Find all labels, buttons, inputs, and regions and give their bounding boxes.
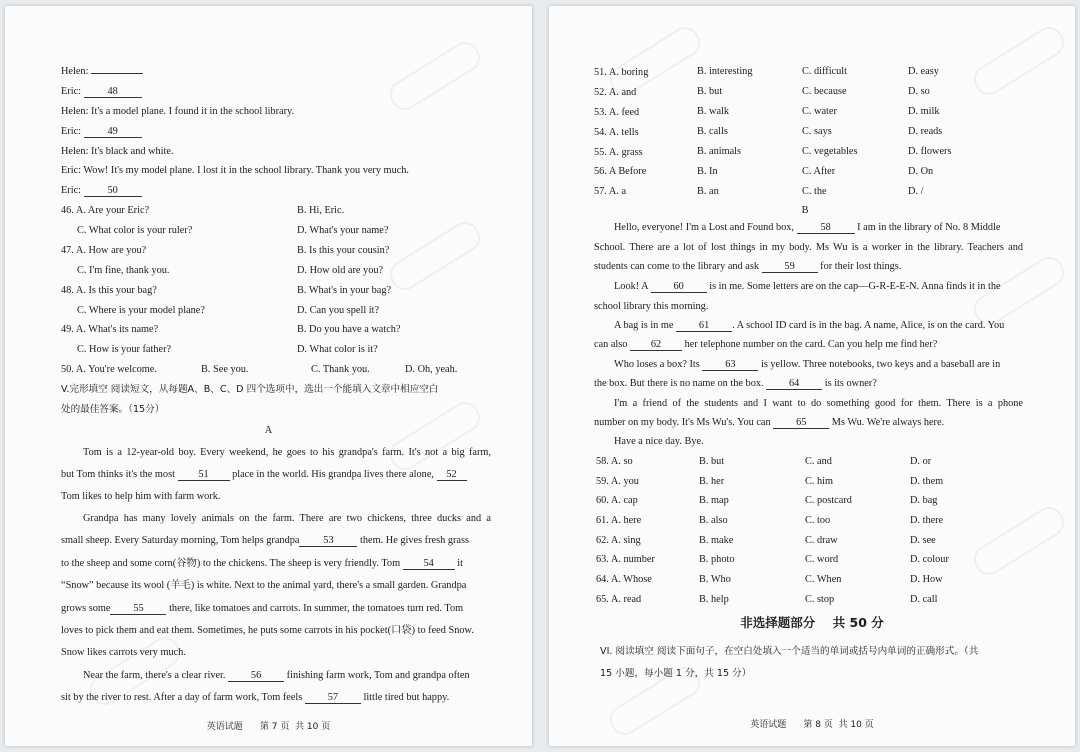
option-62-b[interactable]: B. make xyxy=(699,535,734,546)
watermark xyxy=(385,37,486,115)
question-50-b[interactable]: B. See you. xyxy=(201,364,249,375)
page-footer: 英语试题 第 7 页 共 10 页 xyxy=(206,722,331,732)
question-47-a[interactable]: 47. A. How are you? xyxy=(61,245,147,256)
question-47-b[interactable]: B. Is this your cousin? xyxy=(297,245,390,256)
dialogue-line: Helen: It's black and white. xyxy=(61,146,174,157)
option-63-b[interactable]: B. photo xyxy=(699,554,735,565)
option-58-d[interactable]: D. or xyxy=(910,456,932,467)
option-54-c[interactable]: C. says xyxy=(802,126,832,137)
passage-line: number on my body. It's Ms Wu's. You can 65 Ms Wu. We're always here. xyxy=(594,417,945,428)
passage-line: Who loses a box? Its 63 is yellow. Three notebooks, two keys and a baseball are in xyxy=(614,359,1001,370)
option-63-c[interactable]: C. word xyxy=(805,554,839,565)
question-49-b[interactable]: B. Do you have a watch? xyxy=(297,324,401,335)
option-58-b[interactable]: B. but xyxy=(699,456,725,467)
passage-line: Snow likes carrots very much. xyxy=(61,647,186,658)
dialogue-line: Eric: 48 xyxy=(61,85,142,99)
answer-blank-54[interactable]: 54 xyxy=(403,558,455,570)
option-54-d[interactable]: D. reads xyxy=(908,126,943,137)
answer-blank-50[interactable]: 50 xyxy=(84,185,142,197)
passage-line: Look! A 60 is in me. Some letters are on the cap—G-R-E-E-N. Anna finds it in the xyxy=(614,281,1001,292)
exam-page-8 xyxy=(549,6,1075,746)
page-footer: 英语试题 第 8 页 共 10 页 xyxy=(750,720,874,730)
passage-line: Have a nice day. Bye. xyxy=(614,436,704,447)
option-52-a[interactable]: 52. A. and xyxy=(594,87,637,98)
answer-blank-57[interactable]: 57 xyxy=(305,692,361,704)
watermark xyxy=(969,502,1070,580)
question-48-a[interactable]: 48. A. Is this your bag? xyxy=(61,285,157,296)
option-61-a[interactable]: 61. A. here xyxy=(596,515,642,526)
passage-line: Tom likes to help him with farm work. xyxy=(61,491,221,502)
answer-blank-58[interactable]: 58 xyxy=(797,222,855,234)
passage-line: “Snow” because its wool (羊毛) is white. Next to the animal yard, there's a small garden. Grandpa xyxy=(61,580,467,591)
question-46-b[interactable]: B. Hi, Eric. xyxy=(297,205,345,216)
option-51-a[interactable]: 51. A. boring xyxy=(594,67,649,78)
passage-line: Grandpa has many lovely animals on the farm. There are two chickens, three ducks and a xyxy=(83,513,491,524)
answer-blank-64[interactable]: 64 xyxy=(766,378,822,390)
option-57-d[interactable]: D. / xyxy=(908,186,924,197)
section-6-instructions: VI. 阅读填空 阅读下面句子，在空白处填入一个适当的单词或括号内单词的正确形式。（共 xyxy=(600,646,979,657)
option-57-c[interactable]: C. the xyxy=(802,186,827,197)
watermark xyxy=(969,22,1070,100)
answer-blank-55[interactable]: 55 xyxy=(110,603,166,615)
option-55-c[interactable]: C. vegetables xyxy=(802,146,858,157)
option-51-b[interactable]: B. interesting xyxy=(697,66,753,77)
option-60-b[interactable]: B. map xyxy=(699,495,729,506)
question-50-d[interactable]: D. Oh, yeah. xyxy=(405,364,458,375)
option-65-d[interactable]: D. call xyxy=(910,594,938,605)
option-52-b[interactable]: B. but xyxy=(697,86,723,97)
dialogue-line: Eric: 50 xyxy=(61,184,142,198)
passage-line: Tom is a 12-year-old boy. Every weekend, he goes to his grandpa's farm. It's not a big farm, xyxy=(83,447,491,458)
section-5-instructions: V.完形填空 阅读短文，从每题A、B、C、D 四个选项中，选出一个能填入文章中相应空白 xyxy=(61,384,439,395)
passage-line: students can come to the library and ask 59 for their lost things. xyxy=(594,261,902,272)
option-65-b[interactable]: B. help xyxy=(699,594,729,605)
option-53-d[interactable]: D. milk xyxy=(908,106,940,117)
question-47-d[interactable]: D. How old are you? xyxy=(297,265,384,276)
option-64-d[interactable]: D. How xyxy=(910,574,943,585)
option-64-c[interactable]: C. When xyxy=(805,574,842,585)
option-57-a[interactable]: 57. A. a xyxy=(594,186,627,197)
question-50-a[interactable]: 50. A. You're welcome. xyxy=(61,364,157,375)
passage-a-heading: A xyxy=(264,425,273,436)
answer-blank-48[interactable]: 48 xyxy=(84,86,142,98)
answer-blank-52[interactable]: 52 xyxy=(437,469,467,481)
option-53-c[interactable]: C. water xyxy=(802,106,837,117)
option-56-b[interactable]: B. In xyxy=(697,166,718,177)
option-56-a[interactable]: 56. A Before xyxy=(594,166,647,177)
question-48-c[interactable]: C. Where is your model plane? xyxy=(77,305,205,316)
option-55-a[interactable]: 55. A. grass xyxy=(594,147,643,158)
option-52-d[interactable]: D. so xyxy=(908,86,930,97)
option-63-a[interactable]: 63. A. number xyxy=(596,554,655,565)
option-61-d[interactable]: D. there xyxy=(910,515,944,526)
option-59-b[interactable]: B. her xyxy=(699,476,725,487)
option-62-a[interactable]: 62. A. sing xyxy=(596,535,641,546)
answer-blank-51[interactable]: 51 xyxy=(178,469,230,481)
passage-line: loves to pick them and eat them. Sometimes, he puts some carrots in his pocket(口袋) to feed Snow. xyxy=(61,625,474,636)
dialogue-line: Helen: xyxy=(61,65,143,79)
passage-line: grows some 55 there, like tomatoes and carrots. In summer, the tomatoes turn red. Tom xyxy=(61,603,464,614)
question-49-c[interactable]: C. How is your father? xyxy=(77,344,172,355)
dialogue-line: Eric: Wow! It's my model plane. I lost it in the school library. Thank you very much. xyxy=(61,165,410,176)
passage-line: School. There are a lot of lost things in my body. Ms Wu is a worker in the library. Teachers and xyxy=(594,242,1023,253)
passage-b-heading: B xyxy=(801,205,809,216)
option-64-b[interactable]: B. Who xyxy=(699,574,731,585)
option-65-a[interactable]: 65. A. read xyxy=(596,594,642,605)
option-52-c[interactable]: C. because xyxy=(802,86,847,97)
answer-blank-62[interactable]: 62 xyxy=(630,339,682,351)
passage-line: I'm a friend of the students and I want to do something good for them. There is a phone xyxy=(614,398,1023,409)
option-60-a[interactable]: 60. A. cap xyxy=(596,495,638,506)
option-51-d[interactable]: D. easy xyxy=(908,66,939,77)
question-46-d[interactable]: D. What's your name? xyxy=(297,225,389,236)
passage-line: school library this morning. xyxy=(594,301,709,312)
question-49-a[interactable]: 49. A. What's its name? xyxy=(61,324,159,335)
answer-blank-65[interactable]: 65 xyxy=(773,417,829,429)
answer-blank-56[interactable]: 56 xyxy=(228,670,284,682)
option-53-b[interactable]: B. walk xyxy=(697,106,730,117)
question-48-b[interactable]: B. What's in your bag? xyxy=(297,285,392,296)
passage-line: Hello, everyone! I'm a Lost and Found box, 58 I am in the library of No. 8 Middle xyxy=(614,222,1001,233)
question-50-c[interactable]: C. Thank you. xyxy=(311,364,370,375)
passage-line: can also 62 her telephone number on the card. Can you help me find her? xyxy=(594,339,938,350)
section-5-instructions-cont: 处的最佳答案。（15分） xyxy=(61,404,165,415)
passage-line: to the sheep and some corn(谷物) to the chickens. The sheep is very friendly. Tom 54 it xyxy=(61,558,463,569)
option-55-b[interactable]: B. animals xyxy=(697,146,742,157)
answer-blank-60[interactable]: 60 xyxy=(651,281,707,293)
answer-blank[interactable] xyxy=(91,73,143,74)
answer-blank-53[interactable]: 53 xyxy=(299,535,357,547)
answer-blank-63[interactable]: 63 xyxy=(702,359,758,371)
option-53-a[interactable]: 53. A. feed xyxy=(594,107,640,118)
question-46-c[interactable]: C. What color is your ruler? xyxy=(77,225,193,236)
passage-line: small sheep. Every Saturday morning, Tom helps grandpa 53 them. He gives fresh grass xyxy=(61,535,469,546)
answer-blank-49[interactable]: 49 xyxy=(84,126,142,138)
option-58-c[interactable]: C. and xyxy=(805,456,832,467)
question-48-d[interactable]: D. Can you spell it? xyxy=(297,305,380,316)
option-51-c[interactable]: C. difficult xyxy=(802,66,847,77)
option-54-b[interactable]: B. calls xyxy=(697,126,728,137)
option-62-c[interactable]: C. draw xyxy=(805,535,838,546)
option-64-a[interactable]: 64. A. Whose xyxy=(596,574,652,585)
option-62-d[interactable]: D. see xyxy=(910,535,936,546)
section-6-instructions-cont: 15 小题，每小题 1 分，共 15 分） xyxy=(600,668,752,679)
option-63-d[interactable]: D. colour xyxy=(910,554,949,565)
option-59-d[interactable]: D. them xyxy=(910,476,944,487)
dialogue-line: Helen: It's a model plane. I found it in the school library. xyxy=(61,106,295,117)
option-54-a[interactable]: 54. A. tells xyxy=(594,127,639,138)
question-46-a[interactable]: 46. A. Are your Eric? xyxy=(61,205,150,216)
option-56-d[interactable]: D. On xyxy=(908,166,934,177)
answer-blank-59[interactable]: 59 xyxy=(762,261,818,273)
non-choice-section-title: 非选择题部分 共 50 分 xyxy=(740,615,884,630)
exam-page-7 xyxy=(5,6,532,746)
option-57-b[interactable]: B. an xyxy=(697,186,719,197)
passage-line: the box. But there is no name on the box. 64 is its owner? xyxy=(594,378,877,389)
option-61-b[interactable]: B. also xyxy=(699,515,728,526)
option-56-c[interactable]: C. After xyxy=(802,166,836,177)
option-55-d[interactable]: D. flowers xyxy=(908,146,952,157)
option-65-c[interactable]: C. stop xyxy=(805,594,835,605)
option-61-c[interactable]: C. too xyxy=(805,515,831,526)
question-49-d[interactable]: D. What color is it? xyxy=(297,344,378,355)
passage-line: but Tom thinks it's the most 51 place in the world. His grandpa lives there alone, 52 xyxy=(61,468,467,482)
passage-line: sit by the river to rest. After a day of farm work, Tom feels 57 little tired but happy. xyxy=(61,692,450,703)
option-60-d[interactable]: D. bag xyxy=(910,495,938,506)
question-47-c[interactable]: C. I'm fine, thank you. xyxy=(77,265,170,276)
option-59-a[interactable]: 59. A. you xyxy=(596,476,639,487)
watermark xyxy=(385,217,486,295)
dialogue-line: Eric: 49 xyxy=(61,125,142,139)
passage-line: A bag is in me 61 . A school ID card is in the bag. A name, Alice, is on the card. You xyxy=(614,320,1005,331)
option-60-c[interactable]: C. postcard xyxy=(805,495,852,506)
passage-line: Near the farm, there's a clear river. 56 finishing farm work, Tom and grandpa often xyxy=(83,670,470,681)
option-58-a[interactable]: 58. A. so xyxy=(596,456,633,467)
option-59-c[interactable]: C. him xyxy=(805,476,834,487)
answer-blank-61[interactable]: 61 xyxy=(676,320,732,332)
